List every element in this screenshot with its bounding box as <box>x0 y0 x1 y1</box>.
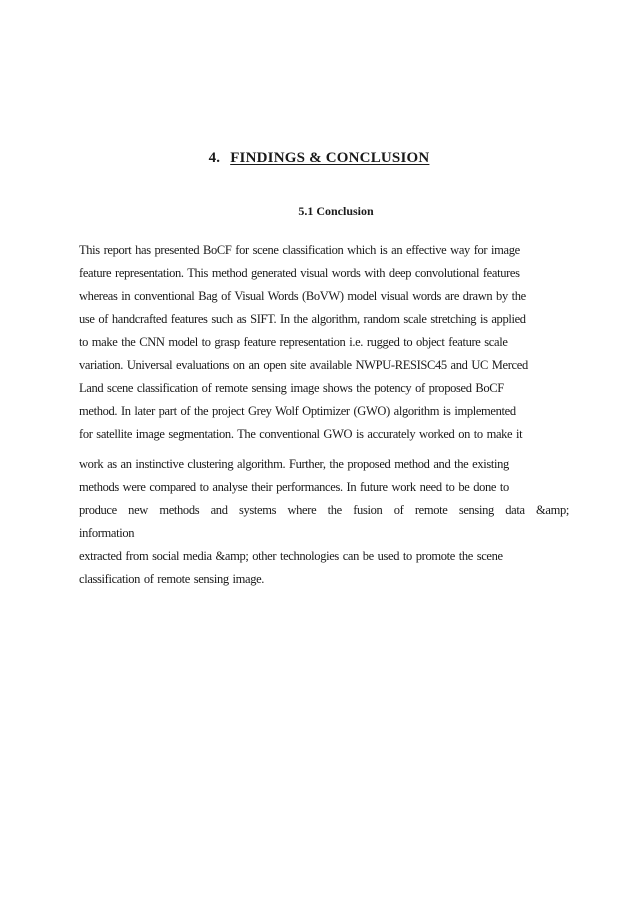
text-line: produce new methods and systems where the fusion of remote sensing data &amp; <box>79 503 569 517</box>
text-line: to make the CNN model to grasp feature representation i.e. rugged to object feature scale <box>79 335 508 349</box>
text-line: for satellite image segmentation. The conventional GWO is accurately worked on to make it <box>79 427 523 441</box>
text-line: This report has presented BoCF for scene classification which is an effective way for image <box>79 243 520 257</box>
text-line: feature representation. This method generated visual words with deep convolutional features <box>79 266 520 280</box>
text-line: information <box>79 526 135 540</box>
chapter-title: FINDINGS & CONCLUSION <box>230 150 430 166</box>
text-line: work as an instinctive clustering algorithm. Further, the proposed method and the existing <box>79 457 509 471</box>
text-line: use of handcrafted features such as SIFT. In the algorithm, random scale stretching is applied <box>79 312 526 326</box>
text-line: methods were compared to analyse their performances. In future work need to be done to <box>79 480 509 494</box>
text-line: classification of remote sensing image. <box>79 572 265 586</box>
conclusion-paragraph-2 <box>79 453 569 591</box>
section-heading: 5.1 Conclusion <box>298 204 374 218</box>
text-line: method. In later part of the project Grey Wolf Optimizer (GWO) algorithm is implemented <box>79 404 516 418</box>
chapter-number: 4. <box>208 150 221 166</box>
text-line: extracted from social media &amp; other technologies can be used to promote the scene <box>79 549 503 563</box>
text-line: whereas in conventional Bag of Visual Words (BoVW) model visual words are drawn by the <box>79 289 526 303</box>
text-line: variation. Universal evaluations on an open site available NWPU-RESISC45 and UC Merced <box>79 358 528 372</box>
conclusion-paragraph-1 <box>79 239 569 446</box>
text-line: Land scene classification of remote sensing image shows the potency of proposed BoCF <box>79 381 504 395</box>
chapter-heading <box>0 150 638 167</box>
